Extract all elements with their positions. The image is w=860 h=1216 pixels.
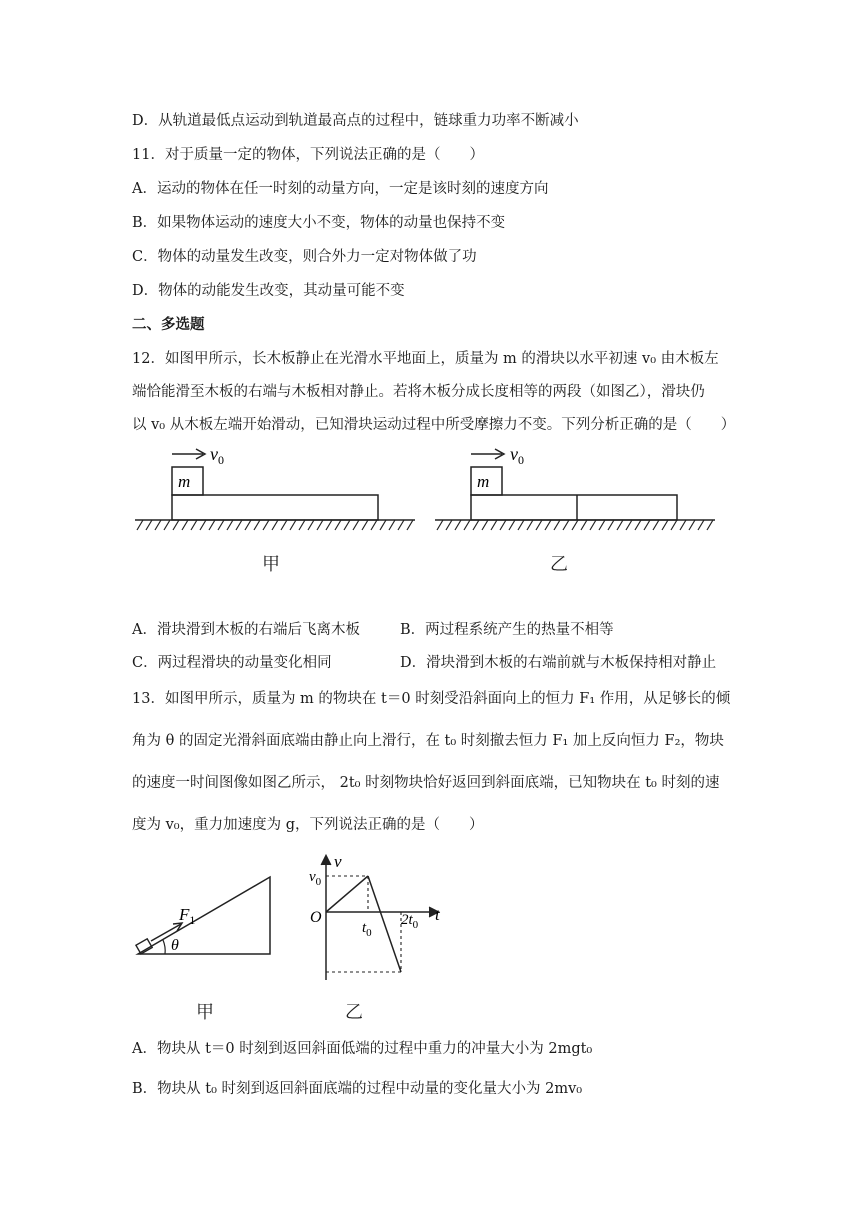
q13-stem-line-4: 度为 v₀，重力加速度为 g，下列说法正确的是（ ） bbox=[132, 817, 484, 833]
q12-caption-yi: 乙 bbox=[550, 554, 568, 575]
v-axis-arrowhead bbox=[321, 855, 331, 865]
q12-option-a: A．滑块滑到木板的右端后飞离木板 bbox=[132, 622, 360, 638]
v0-tick-label: $v_0$ bbox=[309, 869, 322, 888]
q12-option-c: C．两过程滑块的动量变化相同 bbox=[132, 655, 332, 671]
q11-option-d: D．物体的动能发生改变，其动量可能不变 bbox=[132, 283, 405, 299]
force-f1-label: $F_1$ bbox=[179, 905, 196, 927]
q12-option-b: B．两过程系统产生的热量不相等 bbox=[400, 622, 614, 638]
q13-caption-yi: 乙 bbox=[345, 1002, 363, 1023]
q13-figure-incline bbox=[136, 877, 270, 954]
q13-caption-jia: 甲 bbox=[196, 1002, 214, 1023]
velocity-segment-falling bbox=[368, 876, 401, 972]
velocity-segment-rising bbox=[326, 876, 368, 912]
q13-stem-line-1: 13．如图甲所示，质量为 m 的物块在 t＝0 时刻受沿斜面向上的恒力 F₁ 作用，从足够长的倾 bbox=[132, 691, 731, 707]
q13-figure bbox=[125, 850, 455, 985]
q13-option-a: A．物块从 t＝0 时刻到返回斜面低端的过程中重力的冲量大小为 2mgt₀ bbox=[132, 1041, 593, 1057]
block-mass-label: m bbox=[178, 472, 191, 491]
q13-figure-vt-graph bbox=[309, 852, 441, 980]
q11-option-a: A．运动的物体在任一时刻的动量方向，一定是该时刻的速度方向 bbox=[132, 181, 549, 197]
q12-stem-line-3: 以 v₀ 从木板左端开始滑动，已知滑块运动过程中所受摩擦力不变。下列分析正确的是（ ） bbox=[132, 417, 736, 433]
q12-stem-line-1: 12．如图甲所示，长木板静止在光滑水平地面上，质量为 m 的滑块以水平初速 v₀ 由木板左 bbox=[132, 351, 719, 367]
origin-label: O bbox=[310, 909, 322, 926]
section-title-multiple-choice: 二、多选题 bbox=[132, 317, 205, 333]
v-axis-label: v bbox=[334, 852, 342, 871]
q11-option-c: C．物体的动量发生改变，则合外力一定对物体做了功 bbox=[132, 249, 477, 265]
q12-figure-jia bbox=[135, 444, 415, 530]
q12-figure bbox=[125, 440, 725, 540]
velocity-label: $v_0$ bbox=[210, 444, 224, 467]
t0-tick-label: $t_0$ bbox=[362, 920, 372, 939]
q13-stem-line-2: 角为 θ 的固定光滑斜面底端由静止向上滑行，在 t₀ 时刻撤去恒力 F₁ 加上反向恒力 F₂，物块 bbox=[132, 733, 724, 749]
q13-stem-line-3: 的速度一时间图像如图乙所示， 2t₀ 时刻物块恰好返回到斜面底端，已知物块在 t₀ 时刻的速 bbox=[132, 775, 720, 791]
angle-theta-label: θ bbox=[171, 937, 179, 954]
2t0-tick-label: $2t_0$ bbox=[401, 912, 419, 931]
q12-figure-yi bbox=[435, 444, 715, 530]
q12-caption-jia: 甲 bbox=[262, 554, 280, 575]
q12-stem-line-2: 端恰能滑至木板的右端与木板相对静止。若将木板分成长度相等的两段（如图乙），滑块仍 bbox=[132, 384, 705, 400]
q11-stem: 11．对于质量一定的物体，下列说法正确的是（ ） bbox=[132, 147, 484, 163]
incline-triangle bbox=[138, 877, 270, 954]
angle-arc bbox=[163, 940, 165, 954]
long-board bbox=[172, 495, 378, 520]
block-mass-label: m bbox=[477, 472, 490, 491]
ground-hatching bbox=[137, 520, 413, 530]
q11-option-b: B．如果物体运动的速度大小不变，物体的动量也保持不变 bbox=[132, 215, 506, 231]
t-axis-label: t bbox=[435, 905, 440, 924]
q12-option-d: D．滑块滑到木板的右端前就与木板保持相对静止 bbox=[400, 655, 717, 671]
velocity-label: $v_0$ bbox=[510, 444, 524, 467]
split-board bbox=[471, 495, 677, 520]
q10-option-d: D．从轨道最低点运动到轨道最高点的过程中，链球重力功率不断减小 bbox=[132, 113, 579, 129]
ground-hatching bbox=[437, 520, 713, 530]
q13-option-b: B．物块从 t₀ 时刻到返回斜面底端的过程中动量的变化量大小为 2mv₀ bbox=[132, 1081, 583, 1097]
